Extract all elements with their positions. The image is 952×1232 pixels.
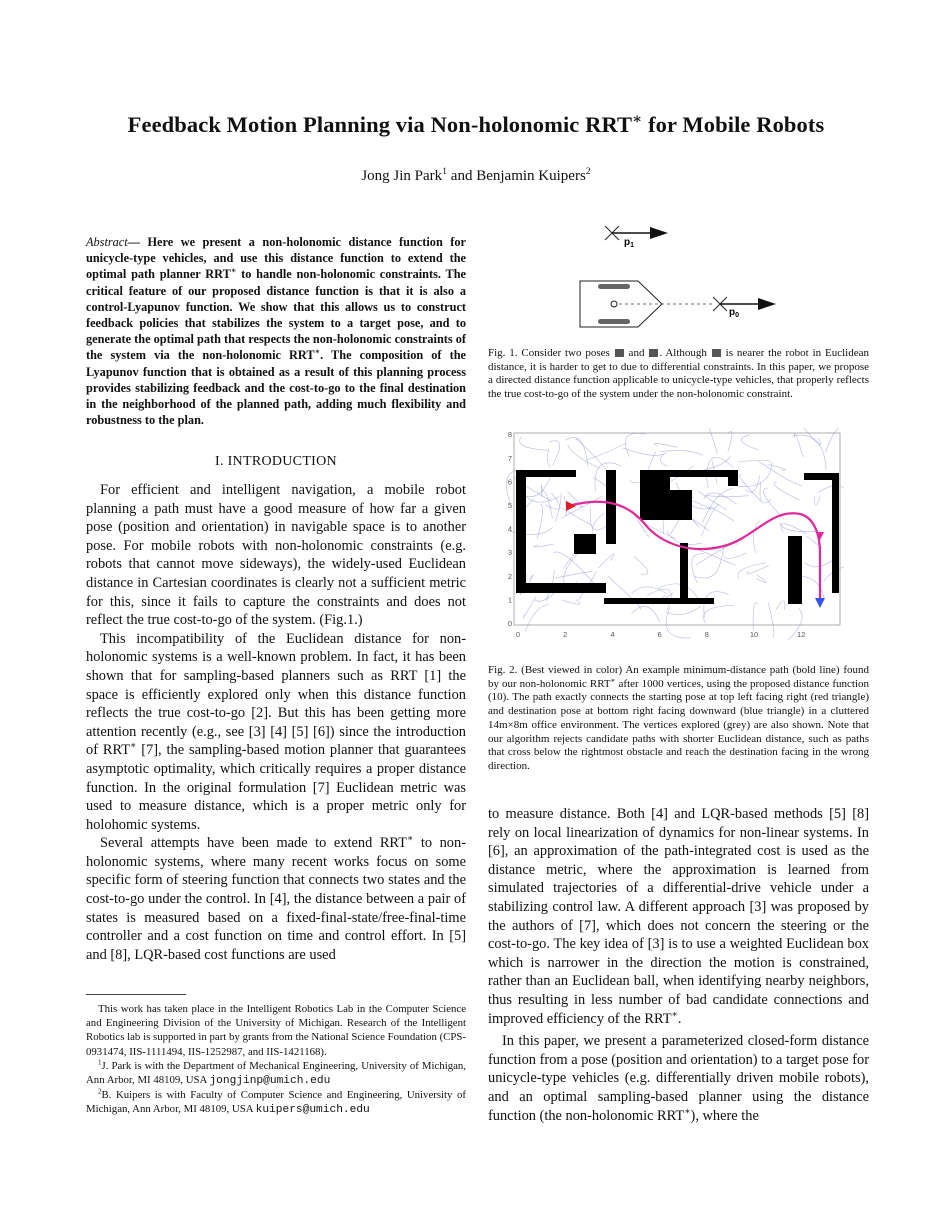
abstract-text-a: Here we present a non-holonomic distance function for unicycle-type vehicles, and use this distance function to extend the optimal path planner RRT: [86, 235, 467, 282]
pose-p1-arrow-head: [650, 227, 668, 239]
fig2-caption-b: after 1000 vertices, using the proposed distance function (10). The path exactly connects the starting pose at top left facing right (red triangle) and destination pose at bottom right facing downward (blue triangle) in a cluttered 14m×8m office environment. The vertices explored (grey) are also shown. Note that our algorithm rejects candidate paths with shorter Euclidean distance, such as paths that cross below the rightmost obstacle and reach the destination facing in the wrong direction.: [488, 677, 870, 772]
p1-symbol-icon: [712, 349, 721, 357]
figure-1-caption: [488, 347, 869, 402]
y-tick-label: 5: [507, 501, 513, 510]
footnote-2-mark: 2: [98, 1087, 102, 1096]
abstract-text-b: to handle non-holonomic constraints. The critical feature of our proposed distance function is that it is also a control-Lyapunov function. We show that this allows us to construct feedback policies that stabilizes the system to a target pose, and to generate the optimal path that respects the non-holonomic constraints of the system via the non-holonomic RRT: [86, 267, 466, 363]
right-paragraph-2: [488, 1032, 869, 1125]
pose-p1-label: $p_1$: [624, 237, 635, 249]
footnote-author-1: [86, 1059, 466, 1088]
y-axis-ticks: [508, 430, 512, 628]
figure-2-map: [504, 428, 844, 640]
x-tick-label: 10: [749, 630, 759, 639]
footnotes: [86, 1002, 466, 1118]
right-p1-sup: ∗: [671, 1009, 678, 1020]
intro-p3-sup: ∗: [406, 834, 414, 845]
right-p1-end: .: [677, 1010, 682, 1027]
pose-p0-label: $p_0$: [729, 307, 740, 319]
intro-p3-text-a: Several attempts have been made to extend RRT: [100, 835, 407, 852]
fig2-caption-sup: ∗: [610, 676, 616, 685]
title-superscript: ∗: [632, 111, 643, 128]
y-tick-label: 0: [507, 619, 513, 628]
abstract-sup-1: ∗: [230, 266, 237, 276]
author-line: [0, 168, 952, 185]
x-tick-label: 6: [657, 630, 662, 639]
footnote-rule: [86, 994, 186, 995]
paper-title: [0, 112, 952, 138]
y-tick-label: 4: [507, 524, 513, 534]
abstract-label: Abstract: [86, 235, 128, 249]
intro-paragraph-1: For efficient and intelligent navigation, a mobile robot planning a path must have a good measure of how far a given pose (position and orientation) in navigable space is to another pose. For mobile robots with non-holonomic constraints (e.g. robots that cannot move sideways), the widely-used Euclidean distance in Cartesian coordinates is clearly not a sufficient metric for this, since it fails to capture the constraints and does not reflect the true cost-to-go of the system. (Fig.1.): [86, 482, 466, 629]
figure-2-caption: [488, 664, 869, 774]
right-paragraph-1: [488, 805, 869, 1028]
footnote-1-text: J. Park is with the Department of Mechanical Engineering, University of Michigan, Ann Arbor, MI 48109, USA: [86, 1059, 466, 1087]
abstract: [86, 234, 466, 428]
fig1-caption-a: Fig. 1. Consider two poses: [488, 347, 614, 359]
robot-wheel-bottom: [598, 319, 630, 324]
intro-body: [86, 481, 466, 964]
title-text: Feedback Motion Planning via Non-holonomic RRT: [127, 112, 633, 137]
x-tick-label: 4: [610, 630, 615, 639]
abstract-text-c: . The composition of the Lyapunov function that is obtained as a result of this planning process provides stabilizing feedback and the cost-to-go to the final destination in the neighborhood of the planned path, adding much flexibility and robustness to the plan.: [86, 348, 466, 428]
pose-p0-arrow-head: [758, 298, 776, 310]
abstract-sup-2: ∗: [314, 347, 321, 357]
x-tick-label: 8: [704, 630, 709, 639]
fig1-caption-c: . Although: [659, 347, 711, 359]
fig1-caption-d: is nearer the robot in Euclidean distance, it is harder to get to due to differential constraints. In this paper, we propose a directed distance function applicable to unicycle-type vehicles, that properly reflects the true cost-to-go of the system under the non-holonomic constraint.: [488, 347, 869, 401]
fig1-caption-b: and: [624, 347, 649, 359]
intro-p2-text-a: This incompatibility of the Euclidean distance for non-holonomic systems is a well-known problem. In fact, it has been shown that for sampling-based planners such as RRT [1] the space is efficiently explored only when this distance function reflects the true cost-to-go [2]. But this has been getting more attention recently (e.g., see [3] [4] [5] [6]) since the introduction of RRT: [86, 630, 466, 759]
fig2-caption-a: Fig. 2. (Best viewed in color) An example minimum-distance path (bold line) found by our non-holonomic RRT: [488, 664, 869, 690]
intro-p2-text-b: [7], the sampling-based motion planner that guarantees asymptotic optimality, which critically requires a proper distance function. In the original formulation [7] Euclidean metric was used to measure distance, which is a proper metric only for holohomic systems.: [86, 742, 466, 833]
figure-1-diagram: [572, 222, 782, 332]
intro-paragraph-2: [86, 630, 466, 835]
footnote-author-2: [86, 1088, 466, 1117]
author-1-affil: 1: [442, 166, 448, 177]
author-1: Jong Jin Park: [361, 168, 443, 184]
footnote-2-text: B. Kuipers is with Faculty of Computer Science and Engineering, University of Michigan, Ann Arbor, MI 48109, USA: [86, 1089, 466, 1116]
y-tick-label: 8: [507, 430, 513, 440]
right-column-body: [488, 805, 869, 1125]
y-tick-label: 3: [507, 548, 513, 558]
x-tick-label: 2: [563, 630, 568, 639]
y-tick-label: 7: [507, 453, 513, 463]
p1-symbol-icon: [649, 349, 658, 357]
x-tick-label: 0: [515, 630, 521, 639]
author-conjunction: and: [447, 168, 477, 184]
right-p2-text-b: ), where the: [690, 1107, 759, 1124]
intro-p3-text-b: to non-holonomic systems, where many recent works focus on some specific form of steering function that connects two states and the cost-to-go under the control. In [4], the distance between a pair of states is measured based on a fixed-final-state/free-final-time controller and a cost function on time and control effort. In [5] and [8], LQR-based cost functions are used: [86, 835, 466, 963]
x-axis-ticks: [516, 630, 805, 639]
abstract-dash: —: [127, 235, 148, 249]
footnote-1-email: jongjinp@umich.edu: [209, 1075, 331, 1088]
robot-center: [611, 301, 617, 307]
intro-p2-sup: ∗: [130, 741, 137, 752]
y-tick-label: 2: [507, 571, 513, 581]
right-p2-sup: ∗: [684, 1106, 691, 1117]
author-2-affil: 2: [585, 166, 591, 177]
footnote-funding: This work has taken place in the Intelligent Robotics Lab in the Computer Science and Engineering Division of the University of Michigan. Research of the Intelligent Robotics lab is supported in part by grants from the National Science Foundation (CPS-0931474, IIS-1111494, IIS-1252987, and IIS-1421168).: [86, 1003, 466, 1058]
intro-paragraph-3: [86, 834, 466, 964]
right-p1-text: to measure distance. Both [4] and LQR-based methods [5] [8] rely on local linearization of dynamics for non-linear systems. In [6], an approximation of the path-integrated cost is used as the distance metric, where the approximation is learned from simulated trajectories of a differential-drive vehicle under a stabilizing control law. A different approach [3] was proposed by the authors of [7], which does not concern the steering or the cost-to-go. The key idea of [3] is to use a weighted Euclidean box which is narrower in the direction the motion is constrained, rather than an Euclidean ball, when identifying nearby neighbors, thus resulting in less number of bad candidate connections and improved efficiency of the RRT: [488, 806, 869, 1027]
footnote-1-mark: 1: [98, 1058, 102, 1067]
y-tick-label: 6: [507, 477, 513, 487]
right-p2-text-a: In this paper, we present a parameterized closed-form distance function from a pose (position and orientation) to a target pose for unicycle-type vehicles (e.g. differentially driven mobile robots), and an optimal sampling-based planner using the distance function (the non-holonomic RRT: [488, 1033, 869, 1124]
title-text-end: for Mobile Robots: [642, 112, 825, 137]
author-2: Benjamin Kuipers: [476, 168, 586, 184]
y-tick-label: 1: [507, 595, 513, 605]
section-heading: I. INTRODUCTION: [215, 454, 337, 469]
x-tick-label: 12: [797, 630, 806, 639]
footnote-2-email: kuipers@umich.edu: [255, 1104, 370, 1117]
robot-wheel-top: [598, 284, 630, 289]
p0-symbol-icon: [615, 349, 624, 357]
